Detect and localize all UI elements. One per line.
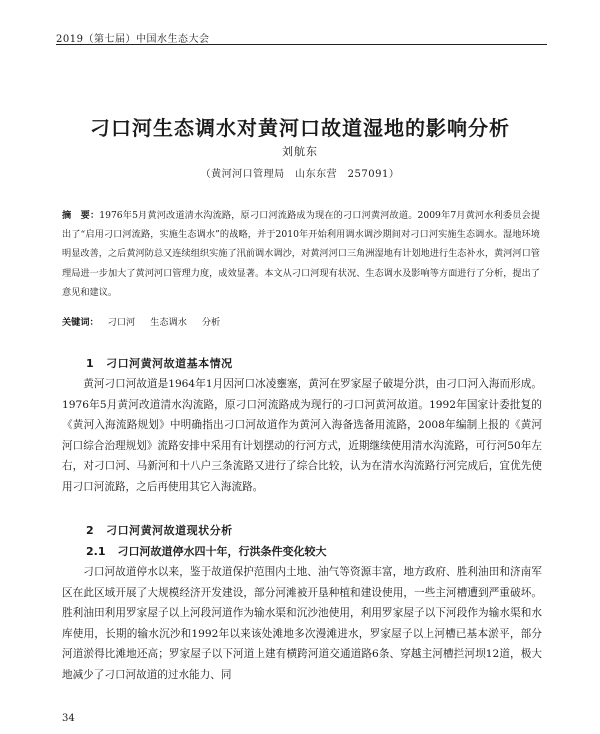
section-number: 1: [86, 357, 95, 370]
body-paragraph: 黄河刁口河故道是1964年1月因河口冰凌壅塞，黄河在罗家屋子破堤分洪，由刁口河入海而形成。1976年5月黄河改道清水沟流路，原刁口河流路成为现行的刁口河黄河故道。1992年国家计委批复的《黄河入海流路规划》中明确指出刁口河故道作为黄河入海备选备用流路，2008年编制上报的《黄河河口综合治理规划》流路安排中采用有计划摆动的行河方式，近期继续使用清水沟流路，可行河50年左右，对刁口河、马新河和十八户三条流路又进行了综合比较，认为在清水沟流路行河完成后，宜优先使用刁口河流路，之后再使用其它入海流路。: [62, 378, 542, 493]
section-title: 刁口河黄河故道基本情况: [106, 357, 233, 370]
subsection-title: 刁口河故道停水四十年，行洪条件变化较大: [117, 545, 327, 558]
abstract-label: 摘 要：: [62, 210, 100, 221]
article-title: 刁口河生态调水对黄河口故道湿地的影响分析: [90, 116, 510, 140]
running-header: 2019（第七届）中国水生态大会: [56, 34, 210, 45]
page-number: 34: [62, 713, 75, 724]
section-title: 刁口河黄河故道现状分析: [106, 524, 233, 537]
section-heading: [86, 355, 233, 371]
subsection-heading: [86, 543, 327, 559]
section-number: 2: [86, 524, 95, 537]
body-paragraph: 刁口河故道停水以来，鉴于故道保护范围内土地、油气等资源丰富，地方政府、胜利油田和济南军区在此区域开展了大规模经济开发建设，部分河滩被开垦种植和建设使用，一些主河槽遭到严重破坏。胜利油田利用罗家屋子以上河段河道作为输水渠和沉沙池使用，利用罗家屋子以下河段作为输水渠和水库使用，长期的输水沉沙和1992年以来该处滩地多次漫滩进水，罗家屋子以上河槽已基本淤平，部分河道淤得比滩地还高；罗家屋子以下河道上建有横跨河道交通道路6条、穿越主河槽拦河坝12道，极大地减少了刁口河故道的过水能力、同: [62, 566, 542, 681]
keywords-label: 关键词：: [62, 317, 99, 328]
keyword: 分析: [201, 317, 221, 328]
abstract: [62, 206, 540, 302]
affiliation: （黄河河口管理局 山东东营 257091）: [200, 169, 400, 180]
section-heading: [86, 522, 233, 538]
subsection-number: 2.1: [86, 545, 106, 558]
abstract-text: 1976年5月黄河改道清水沟流路，原刁口河流路成为现在的刁口河黄河故道。2009年7月黄河水利委员会提出了“启用刁口河流路，实施生态调水”的战略，并于2010年开始利用调水调沙期间对刁口河实施生态调水。湿地环境明显改善，之后黄河防总又连续组织实施了汛前调水调沙，对黄河河口三角洲湿地有计划地进行生态补水，黄河河口管理局进一步加大了黄河河口管理力度，成效显著。本文从刁口河现有状况、生态调水及影响等方面进行了分析，提出了意见和建议。: [62, 210, 541, 298]
keyword: 刁口河: [107, 317, 136, 328]
keywords: [62, 314, 540, 328]
keyword: 生态调水: [150, 317, 187, 328]
header-rule: [56, 44, 547, 45]
author: 刘航东: [282, 145, 318, 158]
